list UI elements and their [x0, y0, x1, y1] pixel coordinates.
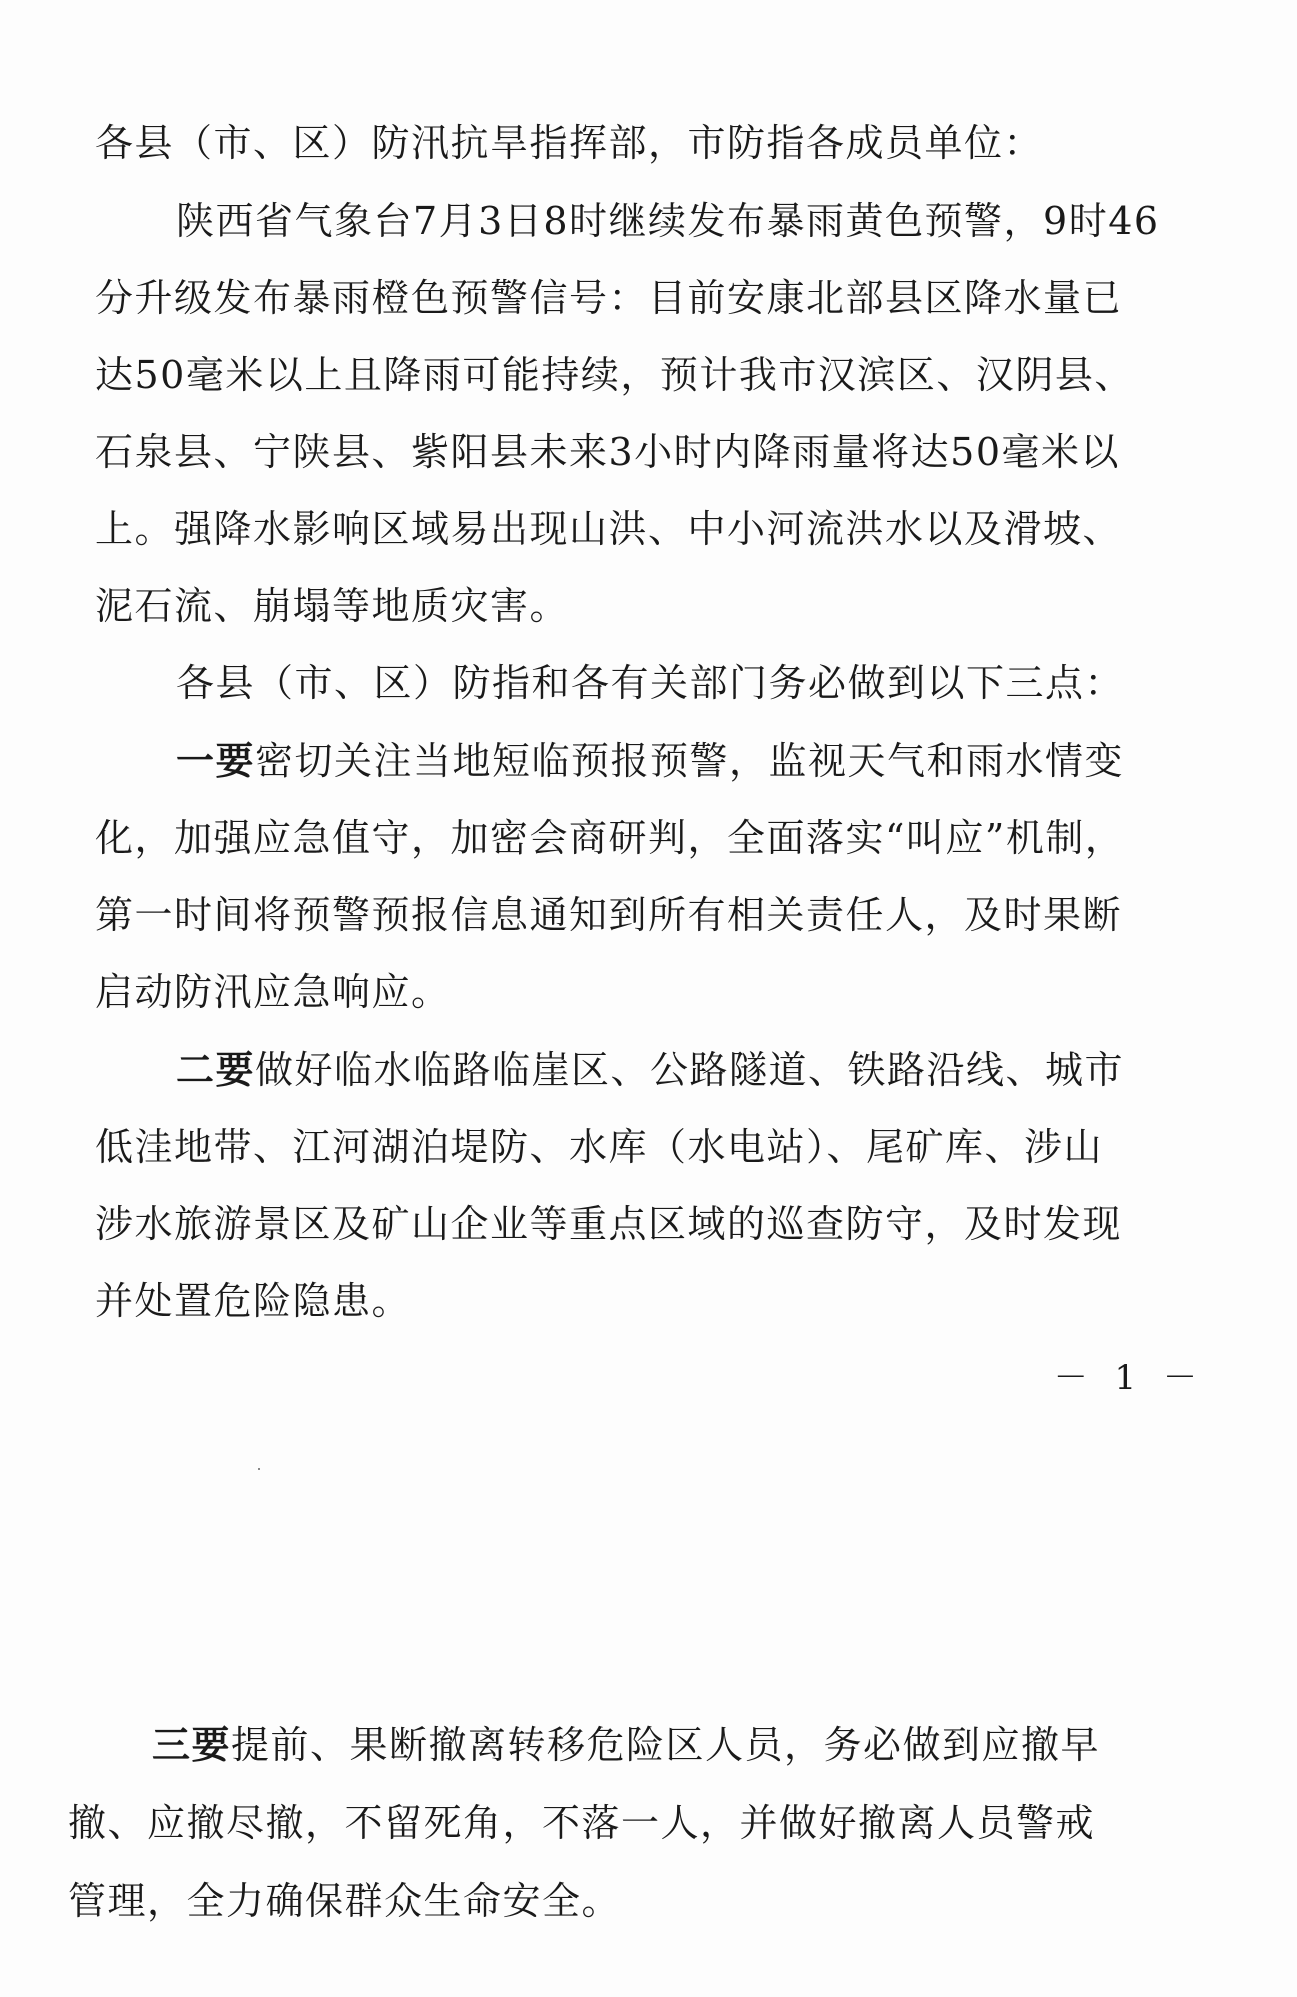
point2-line-1 — [176, 1047, 1206, 1093]
para1-line-2: 分升级发布暴雨橙色预警信号：目前安康北部县区降水量已 — [95, 276, 1123, 320]
point3-line-2: 撤、应撤尽撤，不留死角，不落一人，并做好撤离人员警戒 — [68, 1801, 1096, 1845]
salutation: 各县（市、区）防汛抗旱指挥部，市防指各成员单位： — [95, 121, 1044, 165]
point1-label: 一要 — [176, 738, 256, 783]
point1-line-1 — [176, 738, 1206, 784]
point3-line-1 — [152, 1722, 1192, 1768]
para1-line-3: 达50毫米以上且降雨可能持续，预计我市汉滨区、汉阴县、 — [95, 353, 1134, 397]
point2-line-4: 并处置危险隐患。 — [95, 1279, 412, 1323]
point2-line-3: 涉水旅游景区及矿山企业等重点区域的巡查防守，及时发现 — [95, 1202, 1123, 1246]
para1-line-4: 石泉县、宁陕县、紫阳县未来3小时内降雨量将达50毫米以 — [95, 430, 1121, 474]
point1-text: 密切关注当地短临预报预警，监视天气和雨水情变 — [255, 739, 1125, 783]
point3-text: 提前、果断撤离转移危险区人员，务必做到应撤早 — [231, 1723, 1101, 1767]
para1-line-1: 陕西省气象台7月3日8时继续发布暴雨黄色预警，9时46 — [176, 199, 1160, 243]
point3-line-3: 管理，全力确保群众生命安全。 — [68, 1879, 622, 1923]
para2: 各县（市、区）防指和各有关部门务必做到以下三点： — [176, 661, 1125, 705]
scan-speck — [258, 1468, 260, 1470]
page-number: － 1 － — [1053, 1358, 1205, 1398]
point3-label: 三要 — [152, 1722, 232, 1767]
para1-line-5: 上。强降水影响区域易出现山洪、中小河流洪水以及滑坡、 — [95, 507, 1123, 551]
point1-line-3: 第一时间将预警预报信息通知到所有相关责任人，及时果断 — [95, 893, 1123, 937]
para1-line-6: 泥石流、崩塌等地质灾害。 — [95, 584, 570, 628]
point2-text: 做好临水临路临崖区、公路隧道、铁路沿线、城市 — [255, 1048, 1125, 1092]
point2-label: 二要 — [176, 1047, 256, 1092]
point1-line-4: 启动防汛应急响应。 — [95, 970, 451, 1014]
point1-line-2: 化，加强应急值守，加密会商研判，全面落实“叫应”机制， — [95, 816, 1125, 860]
point2-line-2: 低洼地带、江河湖泊堤防、水库（水电站）、尾矿库、涉山 — [95, 1125, 1104, 1169]
